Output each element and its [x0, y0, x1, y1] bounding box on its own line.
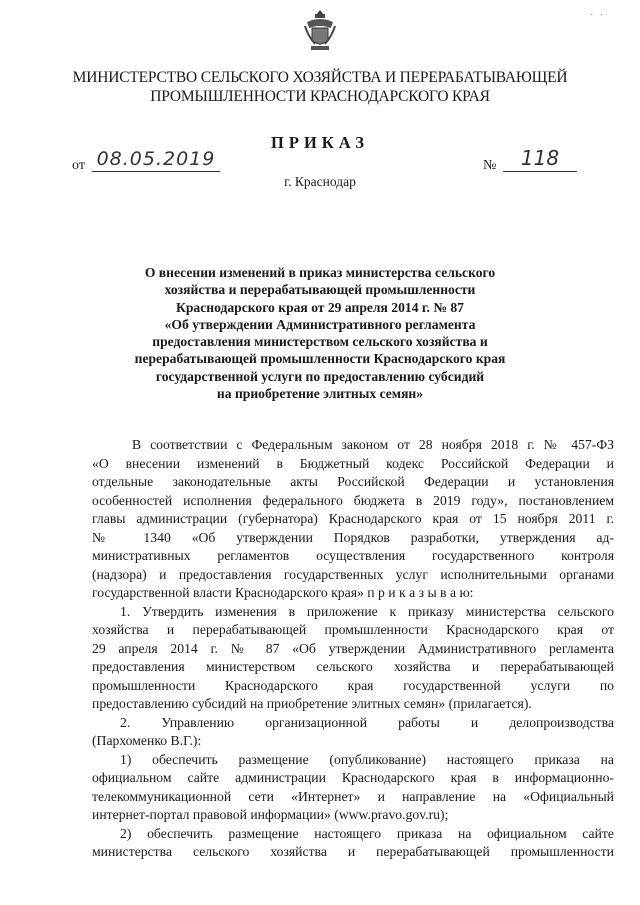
body-line: промышленности Краснодарского края государственной услуги по	[92, 677, 614, 693]
subject-line: О внесении изменений в приказ министерства сельского	[144, 265, 496, 280]
subject-line: «Об утверждении Административного регламента	[164, 316, 476, 332]
subject-line: хозяйства и перерабатывающей промышленности	[164, 282, 476, 298]
body-line: государственной власти Краснодарского края» п р и к а з ы в а ю:	[92, 585, 474, 600]
order-date: 08.05.2019	[92, 148, 220, 172]
body-line: 1) обеспечить размещение (опубликование) настоящего приказа на	[120, 751, 614, 767]
body-line: 1. Утвердить изменения в приложение к приказу министерства сельского	[120, 603, 614, 619]
body-line: № 1340 «Об утверждении Порядков разработки, утверждения ад-	[92, 529, 614, 545]
body-line: 29 апреля 2014 г. № 87 «Об утверждении Административного регламента	[92, 640, 614, 656]
body-line: (Пархоменко В.Г.):	[92, 733, 202, 748]
body-line: официальном сайте администрации Краснодарского края в информационно-	[92, 770, 614, 785]
body-line: телекоммуникационной сети «Интернет» и направление на «Официальный	[92, 788, 614, 804]
body-line: министерства сельского хозяйства и перерабатывающей промышленности	[92, 844, 614, 859]
ministry-line: ПРОМЫШЛЕННОСТИ КРАСНОДАРСКОГО КРАЯ	[150, 88, 490, 105]
body-line: интернет-портал правовой информации» (www.pravo.gov.ru);	[92, 807, 449, 822]
body-line: В соответствии с Федеральным законом от 28 ноября 2018 г. № 457-ФЗ	[132, 437, 614, 452]
body-line: «О внесении изменений в Бюджетный кодекс Российской Федерации и	[92, 455, 614, 471]
subject-line: предоставления министерством сельского хозяйства и	[152, 334, 488, 350]
date-prefix: от	[72, 158, 85, 173]
body-line: хозяйства и перерабатывающей промышленности Краснодарского края от	[92, 622, 614, 637]
body-line: предоставлению субсидий на приобретение элитных семян» (прилагается).	[92, 696, 532, 711]
body-line: (надзора) и предоставления государственных услуг исполнительными органами	[92, 566, 614, 582]
body-line: 2) обеспечить размещение настоящего приказа на официальном сайте	[120, 825, 614, 841]
subject-line: Краснодарского края от 29 апреля 2014 г. № 87	[176, 299, 464, 315]
body-line: предоставления министерством сельского хозяйства и перерабатывающей	[92, 659, 614, 674]
coat-of-arms-icon	[303, 8, 337, 52]
body-line: главы администрации (губернатора) Краснодарского края от 15 ноября 2011 г.	[92, 511, 614, 526]
ministry-line: МИНИСТЕРСТВО СЕЛЬСКОГО ХОЗЯЙСТВА И ПЕРЕРАБАТЫВАЮЩЕЙ	[72, 69, 568, 86]
corner-mark: · ·	[590, 10, 606, 21]
order-number: 118	[503, 146, 577, 172]
order-title: ПРИКАЗ	[271, 133, 369, 152]
order-body	[92, 436, 614, 862]
subject-line: на приобретение элитных семян»	[216, 386, 424, 402]
body-line: 2. Управлению организационной работы и делопроизводства	[120, 714, 614, 730]
body-line: министративных регламентов осуществления государственного контроля	[92, 548, 614, 563]
body-line: особенностей исполнения федерального бюджета в 2019 году», постановлением	[92, 492, 614, 508]
city: г. Краснодар	[284, 174, 356, 189]
subject-line: государственной услуги по предоставлению субсидий	[155, 368, 485, 384]
subject-line: перерабатывающей промышленности Краснодарского края	[134, 351, 506, 367]
ministry-name	[40, 68, 600, 106]
order-subject	[60, 264, 580, 402]
body-line: отдельные законодательные акты Российской Федерации и установления	[92, 474, 614, 489]
number-prefix: №	[483, 158, 497, 173]
